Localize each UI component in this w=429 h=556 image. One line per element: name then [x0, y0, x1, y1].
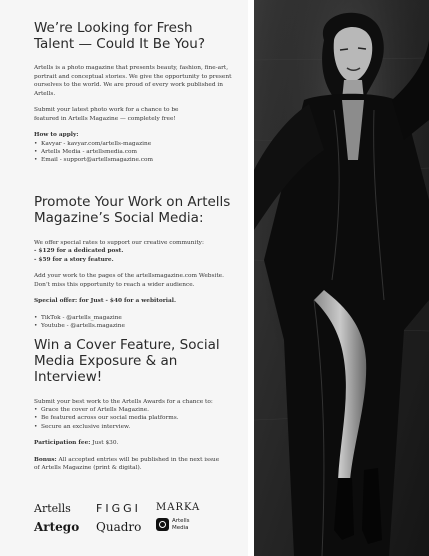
artells-media-icon — [156, 518, 169, 531]
partner-logos — [34, 502, 214, 542]
submit-paragraph — [34, 106, 240, 123]
artells-logo: Artells — [34, 502, 71, 515]
rates-paragraph — [34, 239, 240, 265]
section3-title — [34, 337, 240, 385]
list-item: • TikTok - @artells_magazine — [34, 314, 240, 322]
fee-value: Just $30. — [90, 440, 119, 447]
woman-in-leather-coat-photo — [254, 0, 429, 556]
list-item: • Be featured across our social media platforms. — [34, 414, 240, 422]
text-content — [34, 20, 240, 473]
artells-media-logo — [156, 518, 190, 531]
intro-line3: ourselves to the world. We are proud of every work published in — [34, 82, 223, 88]
list-item: • Email - support@artellsmagazine.com — [34, 156, 240, 164]
artells-media-line2: Media — [172, 524, 189, 531]
special-offer: Special offer: for Just - $40 for a webitorial. — [34, 298, 176, 305]
figgi-logo: FIGGI — [96, 502, 141, 515]
list-item: • Kavyar - kavyar.com/artells-magazine — [34, 140, 240, 148]
submit-line1: Submit your latest photo work for a chance to be — [34, 107, 179, 113]
rate-post: - $129 for a dedicated post. — [34, 248, 124, 255]
quadro-logo: Quadro — [96, 520, 142, 534]
website-line1: Add your work to the pages of the artellsmagazine.com Website. — [34, 273, 224, 280]
awards-intro: Submit your best work to the Artells Awards for a chance to: — [34, 398, 213, 405]
photo-illustration — [254, 0, 429, 556]
list-item: • Grace the cover of Artells Magazine. — [34, 406, 240, 414]
bonus-line2: of Artells Magazine (print & digital). — [34, 465, 142, 472]
intro-line1: Artells is a photo magazine that presents beauty, fashion, fine-art, — [34, 65, 229, 71]
social-list — [34, 314, 240, 331]
bonus-label: Bonus: — [34, 456, 57, 463]
list-item: • Artells Media - artellsmedia.com — [34, 148, 240, 156]
section1-title — [34, 20, 240, 52]
submit-line2: featured in Artells Magazine — completely free! — [34, 115, 176, 122]
website-paragraph — [34, 272, 240, 289]
participation-fee — [34, 439, 240, 448]
bonus-paragraph — [34, 456, 240, 473]
intro-paragraph — [34, 64, 240, 98]
fee-label: Participation fee: — [34, 440, 91, 447]
awards-list — [34, 406, 240, 431]
rate-story: - $59 for a story feature. — [34, 256, 114, 263]
intro-line2: portrait and conceptual stories. We give the opportunity to present — [34, 73, 232, 80]
website-line2: Don’t miss this opportunity to reach a wider audience. — [34, 281, 195, 288]
artells-media-line1: Artells — [172, 518, 190, 524]
section2-title — [34, 194, 240, 226]
how-to-apply-heading: How to apply: — [34, 132, 79, 138]
section1-title-line1: We’re Looking for Fresh — [34, 20, 193, 36]
section3-title-line1: Win a Cover Feature, Social — [34, 336, 220, 353]
section2-title-line2: Magazine’s Social Media: — [34, 209, 204, 226]
artells-media-text — [172, 518, 190, 531]
list-item: • Secure an exclusive interview. — [34, 423, 240, 431]
intro-line4: Artells. — [34, 90, 56, 97]
section2-title-line1: Promote Your Work on Artells — [34, 193, 231, 210]
section3-title-line2: Media Exposure & an Interview! — [34, 352, 178, 385]
section1-title-line2: Talent — Could It Be You? — [34, 36, 205, 52]
rates-line: We offer special rates to support our creative community: — [34, 239, 204, 246]
bonus-line1: All accepted entries will be published in the next issue — [56, 456, 220, 463]
apply-list — [34, 140, 240, 165]
list-item: • Youtube - @artells.magazine — [34, 322, 240, 330]
marka-logo: MARKA — [156, 502, 201, 513]
artego-logo: Artego — [34, 520, 80, 534]
